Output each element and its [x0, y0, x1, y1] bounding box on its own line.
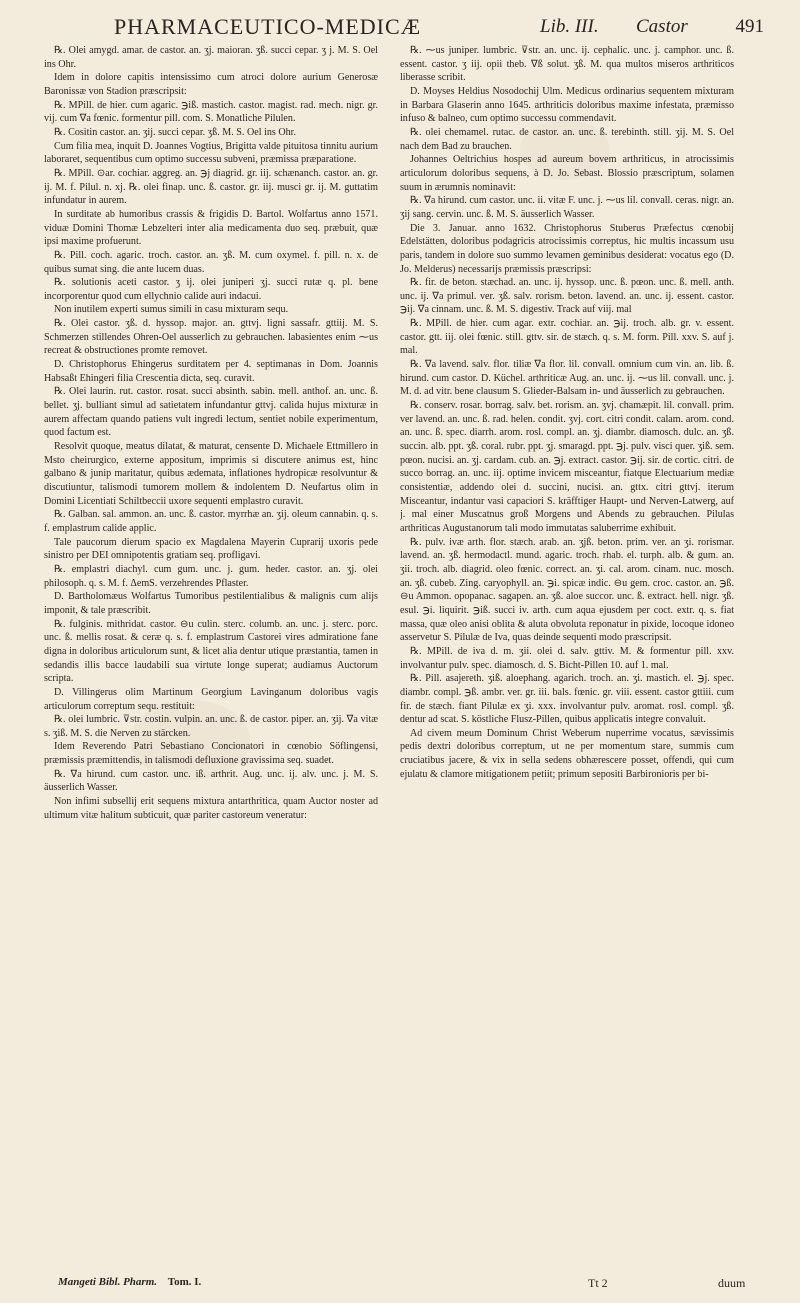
paragraph: ℞. ∇a lavend. salv. flor. tiliæ ∇a flor. lil. convall. omnium cum vin. an. lib. ß. hirund. cum castor. D. Küchel. arthriticæ Aug. an. unc. ij. ⁓us lil. convall. unc. j. M. d. ad vitr. bene clausum S. Glieder-Balsam in- und äusserlich zu gebrauchen.: [400, 359, 734, 398]
paragraph: ℞. MPill. ⊙ar. cochiar. aggreg. an. ℈j diagrid. gr. iij. schænanch. castor. an. gr. ij. M. f. Pilul. n. xj. ℞. olei finap. unc. ß. castor. gr. iij. musci gr. ij. M. guttatim infundatur in aurem.: [44, 167, 378, 207]
paragraph: ℞. Galban. sal. ammon. an. unc. ß. castor. myrrhæ an. ʒij. oleum cannabin. q. s. f. emplastrum calide applic.: [44, 509, 378, 534]
paragraph: ℞. pulv. ivæ arth. flor. stæch. arab. an. ʒjß. beton. prim. ver. an ʒi. rorismar. lavend. an. ʒß. hermodactl. mund. agaric. troch. rhab. el. turph. alb. & gum. an. ʒii. troch. alb. diagrid. oleo fœnic. correct. an. ʒi. cal. arom. cinam. nuc. mosch. an. ʒß. cubeb. Zing. caryophyll. an. ℈i. spicæ indic. ⊖u gem. croc. castor. an. ℈ß. ⊖u Ammon. opopanac. sagapen. an. ʒß. aloe succor. unc. ß. extract. hell. nigr. ʒß. esul. ℈i. liquirit. ℈iß. succi iv. arth. cum aqua ejusdem per coct. extr. q. s. fiat massa, quæ oleo anisi oblita & aluta obvoluta reponatur in pixide, locoque idoneo asservetur S. Pilulæ de Iva, quas deinde sequenti modo præscripsit.: [400, 536, 734, 644]
paragraph: Ad civem meum Dominum Christ Weberum nuperrime vocatus, sævissimis pedis dextri doloribus correptum, ut ne per momentum stare, summis cum cruciatibus jacere, & vix in sella sedens obhærescere posset, offendi, qui cum ejulatu & clamore mitigationem petiit; primum sepositi Barbironioris per bi-: [400, 727, 734, 780]
paragraph: ℞. ⁓us juniper. lumbric. ⊽str. an. unc. ij. cephalic. unc. j. camphor. unc. ß. essent. castor. ʒ iij. opii theb. ∇ß solut. ʒß. M. qua multos miseros arthriticos liberasse scribit.: [400, 45, 734, 84]
signature-mark: Tt 2: [588, 1276, 608, 1290]
page-footer: [58, 1276, 358, 1288]
paragraph: D. Moyses Heldius Nosodochij Ulm. Medicus ordinarius sequentem mixturam in Barbara Glaserin anno 1645. arthriticis doloribus maxime infestata, præmisso infuso & balneo, cum optimo successu commendavit.: [400, 85, 734, 125]
paragraph: D. Christophorus Ehingerus surditatem per 4. septimanas in Dom. Joannis Habsaßt Ehingeri filia Crescentia dicta, seq. curavit.: [44, 359, 378, 384]
footer-author: Mangeti Bibl. Pharm.: [58, 1276, 158, 1288]
left-column: [44, 44, 378, 1270]
paragraph: ℞. Olei amygd. amar. de castor. an. ʒj. maioran. ʒß. succi cepar. ʒ j. M. S. Oel ins Ohr.: [44, 45, 378, 70]
paragraph: Idem in dolore capitis intensissimo cum atroci dolore aurium Generosæ Baronissæ von Stadion præscripsit:: [44, 72, 378, 97]
page-number: 491: [735, 16, 764, 37]
paragraph: D. Villingerus olim Martinum Georgium Lavinganum doloribus vagis articulorum correptum sequ. restituit:: [44, 686, 378, 712]
running-title: PHARMACEUTICO-MEDICÆ: [114, 14, 422, 39]
paragraph: D. Bartholomæus Wolfartus Tumoribus pestilentialibus & malignis cum alijs imponit, & tale præscribit.: [44, 591, 378, 616]
paragraph: ℞. fulginis. mithridat. castor. ⊖u culin. sterc. columb. an. unc. j. sterc. porc. unc. ß. mellis rosat. & ceræ q. s. f. emplastrum Castorei vires admiratione fane digna in doloribus articulorum sunt, & licet alia dentur utique præstantia, tamen in sedandis illis bacce laudabili sua virtute longe superat; audiamus Auctorum scripta.: [44, 618, 378, 685]
right-column: [400, 44, 734, 1270]
paragraph: Cum filia mea, inquit D. Joannes Vogtius, Brigitta valde pituitosa tinnitu aurium laboraret, sequentibus cum optimo successu subveni, præmissa præparatione.: [44, 140, 378, 166]
paragraph: Resolvit quoque, meatus dilatat, & maturat, censente D. Michaele Ettmillero in Msto cheirurgico, externe appositum, imprimis si discutere animus est, hinc galbano & junip maritatur, quibus ædemata, inflationes hydropicæ resolvuntur & discutiuntur, talismodi tumorem mollem & indolentem D. Neufartus olim in Domini Licentiati Schiltbeccii uxore sequenti emplastro curavit.: [44, 441, 378, 507]
paragraph: ℞. ∇a hirund. cum castor. unc. ii. vitæ F. unc. j. ⁓us lil. convall. ceras. nigr. an. ʒij sang. cervin. unc. ß. M. S. äusserlich Wasser.: [400, 195, 734, 220]
paragraph: ℞. Olei laurin. rut. castor. rosat. succi absinth. sabin. mell. anthof. an. unc. ß. bellet. ʒj. bulliant simul ad satietatem infundantur gttvj. calida hujus mixturæ in aurem affectam quando patiens vult ingredi lectum, sentiet nobile experimentum, quod factum est.: [44, 386, 378, 439]
paragraph: ℞. conserv. rosar. borrag. salv. bet. rorism. an. ʒvj. chamæpit. lil. convall. prim. ver lavend. an. unc. ß. rad. helen. condit. ʒvj. cort. citri condit. calam. arom. cond. an. unc. ß. spec. diarrh. arom. rosl. compl. an. ʒj. diambr. diamosch. dulc. an. ʒß. succin. alb. ppt. ʒß. coral. rubr. ppt. ʒj. smaragd. ppt. ℈j. pulv. visci quer. ʒiß. sem. pœon. nucisi. an. ʒj. cardam. cub. an. ℈j. extract. castor. ℈ij. sir. de cortic. citri. de succo borrag. an. unc. iij. optime invicem misceantur, fiatque Electuarium mediæ consistentiæ, addendo olei d. succini, nucisi. an. gttx. citri gttvj. iterum Misceantur, indantur vasi capaciori S. kräfftiger Haupt- und Nerven-Latwerg, auf j. mal einer Muscatnus groß Morgens und Abends zu gebrauchen. Pilulas arthriticas Augustanorum tali modo immutatas saluberrime exhibuit.: [400, 400, 734, 534]
paragraph: ℞. emplastri diachyl. cum gum. unc. j. gum. heder. castor. an. ʒj. olei philosoph. q. s. M. f. ΔemS. verzehrendes Pflaster.: [44, 563, 378, 589]
paragraph: ℞. olei lumbric. ⊽str. costin. vulpin. an. unc. ß. de castor. piper. an. ʒij. ∇a vitæ s. ʒiß. M. S. die Nerven zu stärcken.: [44, 714, 378, 739]
footer-volume: Tom. I.: [167, 1276, 202, 1288]
paragraph: In surditate ab humoribus crassis & frigidis D. Bartol. Wolfartus anno 1571. viduæ Domini Thomæ Lebzelteri inter alia medicamenta duo seq. præbuit, quæ ipsi maxime profuerunt.: [44, 208, 378, 248]
paragraph: ℞. Olei castor. ʒß. d. hyssop. major. an. gttvj. ligni sassafr. gttiij. M. S. Schmerzen stillendes Ohren-Oel ausserlich zu gebrauchen. labasientes enim ⁓us recreat & obstructiones promte removet.: [44, 318, 378, 357]
paragraph: ℞. solutionis aceti castor. ʒ ij. olei juniperi ʒj. succi rutæ q. pl. bene incorporentur quod cum ellychnio calide auri indacui.: [44, 277, 378, 302]
catchword: duum: [718, 1276, 746, 1290]
paragraph: Die 3. Januar. anno 1632. Christophorus Stuberus Præfectus cœnobij Edelstätten, doloribus podagricis atrocissimis correptus, hic multis incassum usu paris, tandem in dolore suo summo levamen geminibus desiderat: vocatus ego (D. Jo. Melderus) necessarijs præmissis præscripsi:: [400, 222, 734, 275]
section-title: Castor: [636, 16, 688, 37]
paragraph: ℞. fir. de beton. stæchad. an. unc. ij. hyssop. unc. ß. pœon. unc. ß. mell. anth. unc. ij. ∇a primul. ver. ʒß. salv. rorism. beton. lavend. an. unc. ij. essent. castor. ℈ij. ∇a cinnam. unc. ß. M. S. digestiv. Track auf viij. mal: [400, 277, 734, 316]
paragraph: Non inutilem experti sumus simili in casu mixturam sequ.: [54, 304, 289, 316]
book-number: Lib. III.: [540, 16, 599, 37]
paragraph: ℞. MPill. de hier. cum agaric. ℈iß. mastich. castor. magist. rad. mech. nigr. gr. vij. cum ∇a fœnic. formentur pill. com. S. Monatliche Pilulen.: [44, 99, 378, 125]
paragraph: ℞. MPill. de hier. cum agar. extr. cochiar. an. ℈ij. troch. alb. gr. v. essent. castor. gtt. iij. olei fœnic. still. gttv. sir. de stæch. q. s. M. form. Pill. xxv. S. auf j. mal.: [400, 318, 734, 357]
paragraph: ℞. olei chemamel. rutac. de castor. an. unc. ß. terebinth. still. ʒij. M. S. Oel nach dem Bad zu brauchen.: [400, 126, 734, 152]
paragraph: Idem Reverendo Patri Sebastiano Concionatori in cœnobio Söflingensi, præmissis præmittendis, in talismodi defluxione gravissima seq. suadet.: [44, 741, 378, 767]
paragraph: Johannes Oeltrichius hospes ad aureum bovem arthriticus, in atrocissimis articulorum doloribus sequens, à D. Jo. Sebast. Blossio præscriptum, solamen suum in ærumnis nominavit:: [400, 154, 734, 193]
paragraph: Tale paucorum dierum spacio ex Magdalena Mayerin Cuprarij uxoris pede sinistro per DEI omnipotentis gratiam seq. profligavi.: [44, 536, 378, 562]
paragraph: ℞. Cositin castor. an. ʒij. succi cepar. ʒß. M. S. Oel ins Ohr.: [54, 126, 297, 138]
paragraph: ℞. Pill. asajereth. ʒiß. aloephang. agarich. troch. an. ʒi. mastich. el. ℈j. spec. diambr. compl. ℈ß. ambr. ver. gr. iii. bals. fœnic. gr. viii. essent. castor gttiii. cum fir. de stæch. fiant Pilulæ ex ʒi. xxx. involvantur pulv. aromat. rosl. compl. ʒß. dentur ad scat. S. köstliche Flusz-Pillen, quibus applicatis integre convaluit.: [400, 673, 734, 726]
page-header: [60, 14, 764, 40]
paragraph: ℞. MPill. de iva d. m. ʒii. olei d. salv. gttiv. M. & formentur pill. xxv. involvantur pulv. spec. diamosch. d. S. Bicht-Pillen 10. auf 1. mal.: [400, 645, 734, 671]
paragraph: ℞. Pill. coch. agaric. troch. castor. an. ʒß. M. cum oxymel. f. pill. n. x. de quibus sumat sing. die ante lucem duas.: [44, 249, 378, 275]
paragraph: Non infimi subsellij erit sequens mixtura antarthritica, quam Auctor noster ad ultimum vitæ halitum subticuit, quæ pariter castoreum veneratur:: [44, 796, 378, 821]
paragraph: ℞. ∇a hirund. cum castor. unc. iß. arthrit. Aug. unc. ij. alv. unc. j. M. S. äusserlich Wasser.: [44, 768, 378, 794]
